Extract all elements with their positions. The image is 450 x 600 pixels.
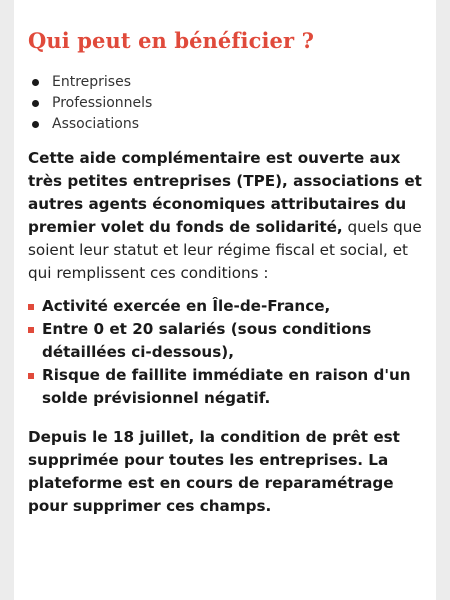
list-item: [28, 295, 423, 318]
bullet-dot-icon: [32, 100, 39, 107]
beneficiary-label: Entreprises: [52, 74, 132, 90]
intro-regular-text: quels que soient leur statut et leur régime fiscal et social, et qui remplissent ces conditions :: [28, 218, 422, 282]
intro-paragraph: [28, 147, 423, 285]
condition-text: Risque de faillite immédiate en raison d'un solde prévisionnel négatif.: [42, 366, 411, 407]
condition-text: Activité exercée en Île-de-France,: [42, 297, 331, 315]
update-note: Depuis le 18 juillet, la condition de prêt est supprimée pour toutes les entreprises. La plateforme est en cours de reparamétrage pour supprimer ces champs.: [28, 428, 400, 515]
beneficiaries-list: [28, 72, 436, 135]
square-bullet-icon: [28, 373, 34, 379]
square-bullet-icon: [28, 304, 34, 310]
condition-text: Entre 0 et 20 salariés (sous conditions détaillées ci-dessous),: [42, 320, 372, 361]
document-page: [14, 0, 436, 600]
bullet-dot-icon: [32, 121, 39, 128]
list-item: [28, 114, 436, 135]
list-item: [28, 318, 423, 364]
square-bullet-icon: [28, 327, 34, 333]
section-title: Qui peut en bénéficier ?: [28, 28, 315, 53]
list-item: [28, 93, 436, 114]
beneficiary-label: Associations: [52, 116, 140, 132]
beneficiary-label: Professionnels: [52, 95, 153, 111]
bullet-dot-icon: [32, 79, 39, 86]
list-item: [28, 72, 436, 93]
conditions-list: [28, 295, 423, 410]
intro-bold-text: Cette aide complémentaire est ouverte aux très petites entreprises (TPE), associations et autres agents économiques attributaires du premier volet du fonds de solidarité,: [28, 149, 422, 236]
list-item: [28, 364, 423, 410]
